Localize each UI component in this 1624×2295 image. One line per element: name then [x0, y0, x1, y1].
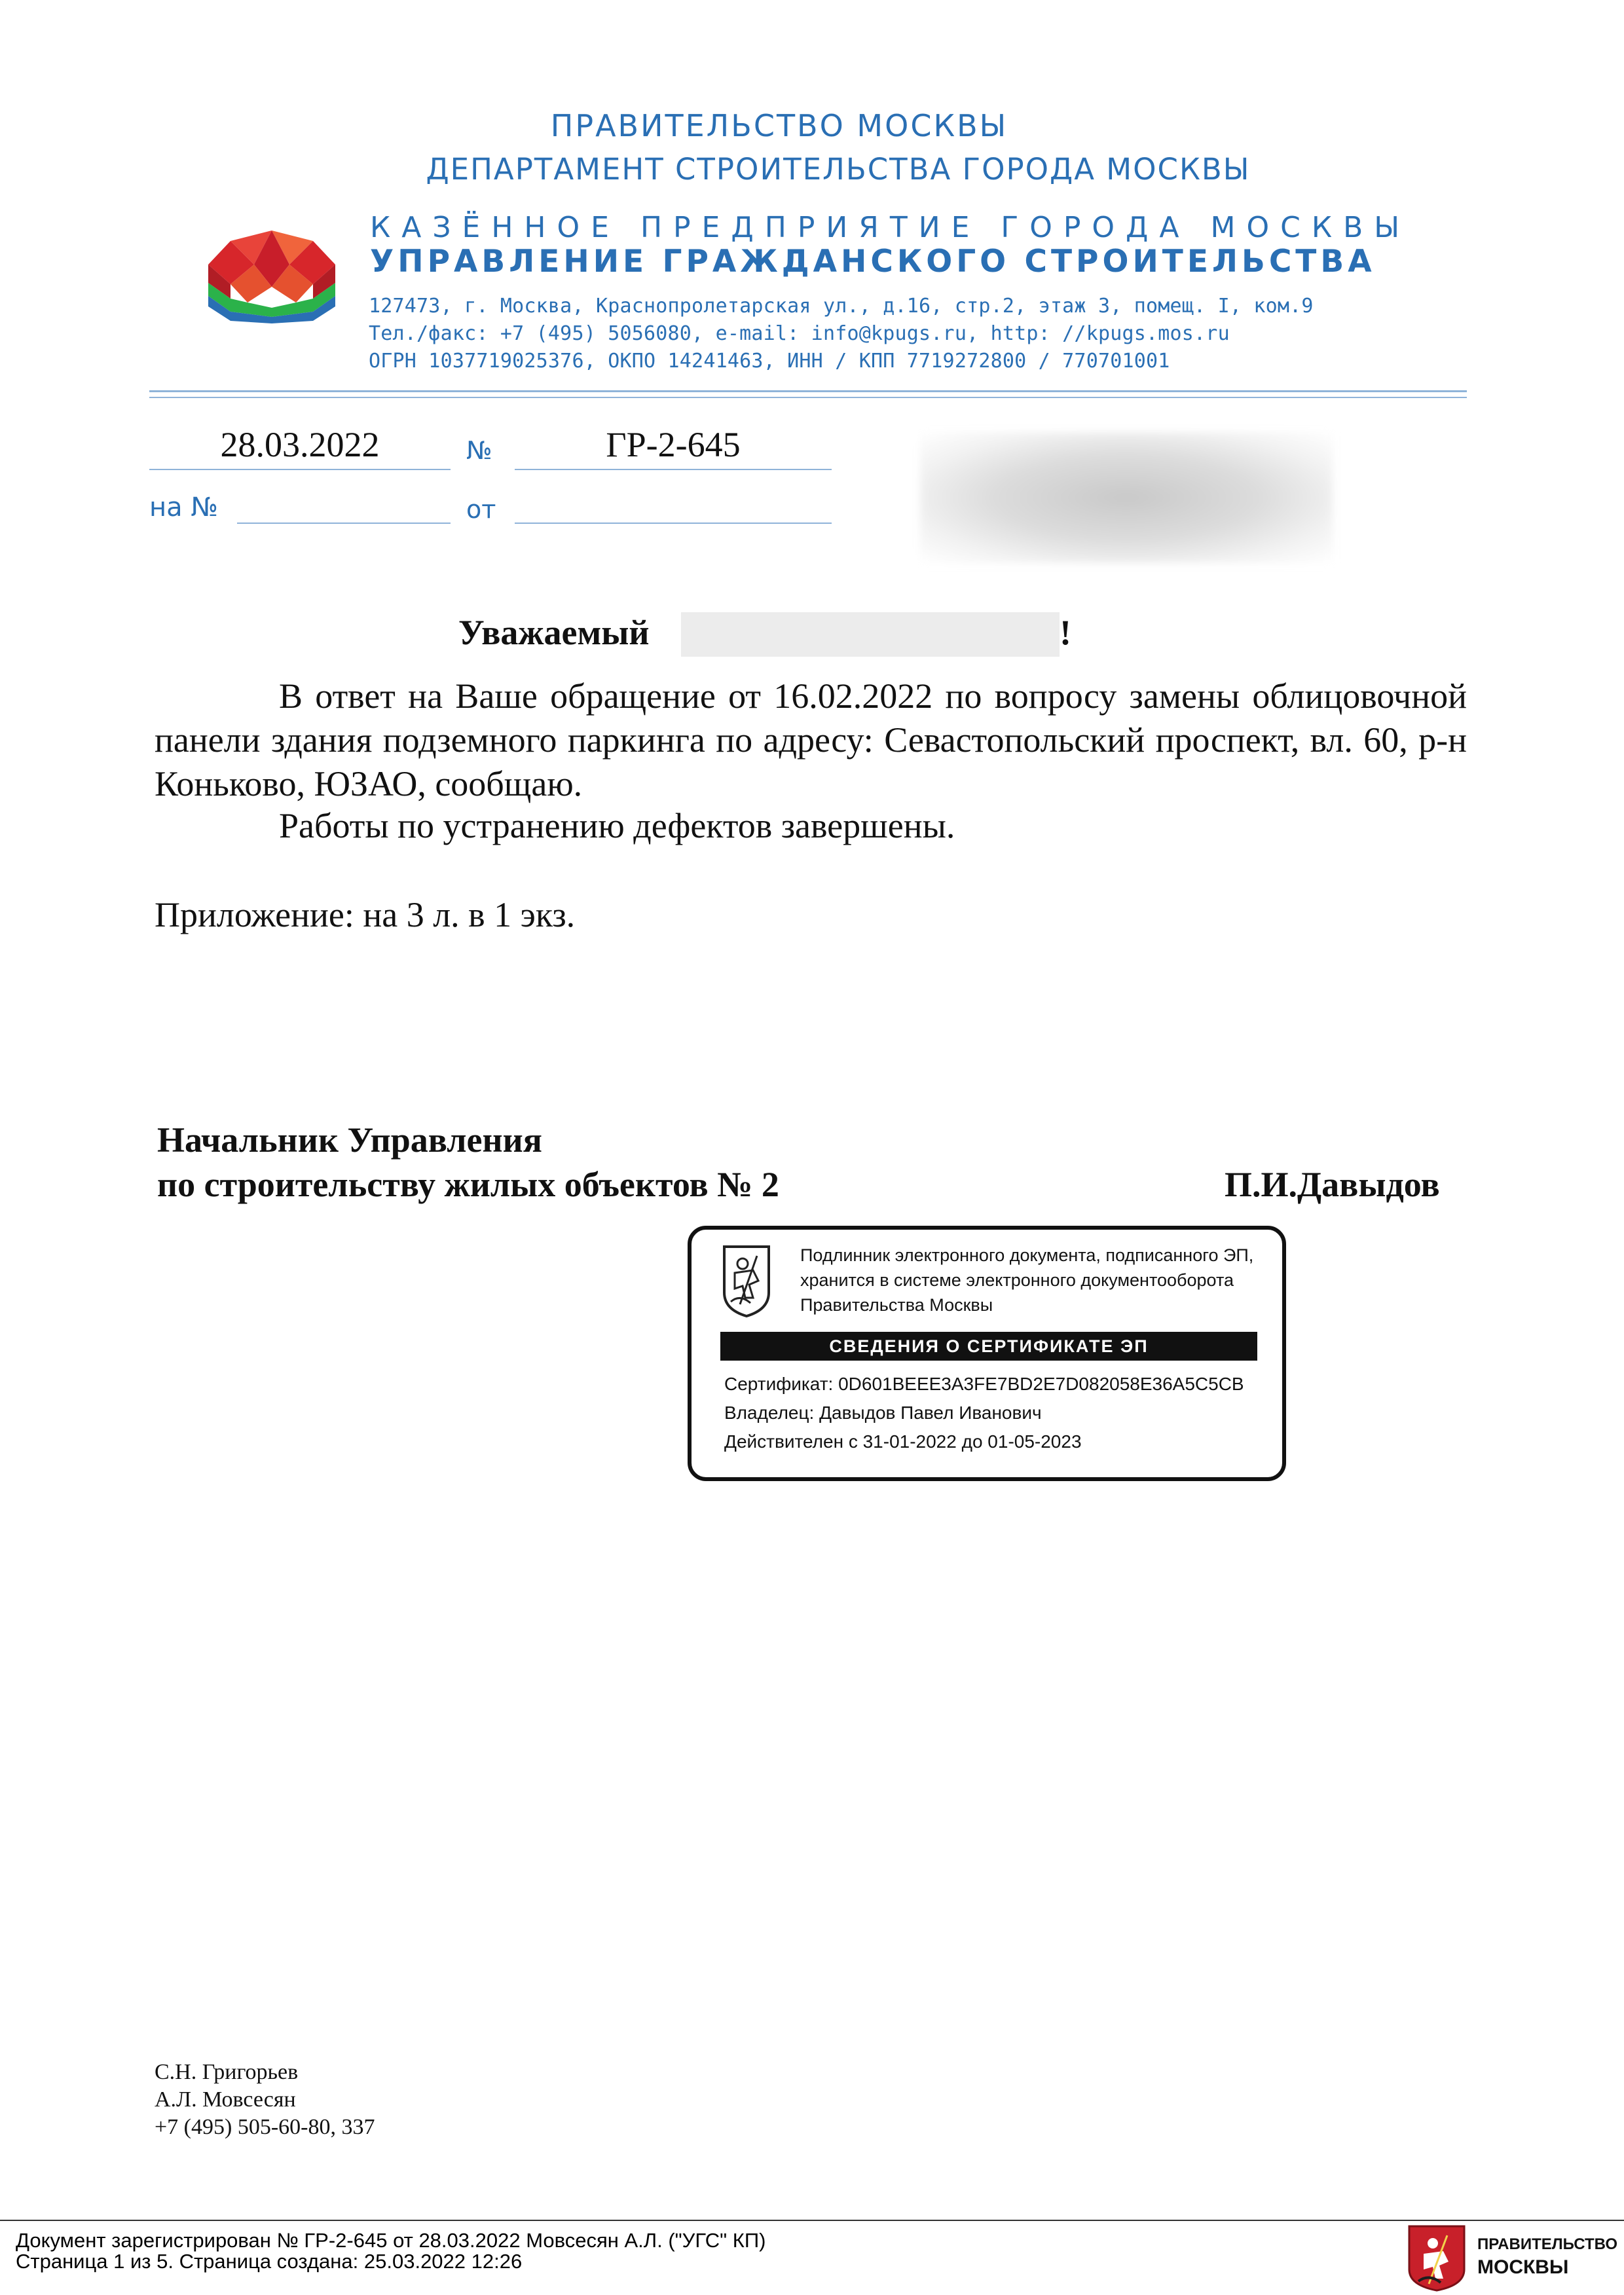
- moscow-coat-of-arms-icon: [720, 1241, 773, 1319]
- in-reply-underline: [237, 523, 451, 524]
- department-title: ДЕПАРТАМЕНТ СТРОИТЕЛЬСТВА ГОРОДА МОСКВЫ: [426, 152, 1251, 187]
- header-rule-bottom: [149, 397, 1467, 398]
- greeting-exclamation: !: [1060, 613, 1071, 652]
- stamp-line-2: хранится в системе электронного документооборота: [800, 1270, 1234, 1290]
- number-underline: [515, 469, 832, 470]
- signatory-title-line-2: по строительству жилых объектов № 2: [157, 1165, 779, 1204]
- letter-paragraph-1: В ответ на Ваше обращение от 16.02.2022 по вопросу замены облицовочной панели здания подземного паркинга по адресу: Севастопольский проспект, вл. 60, р-н Коньково, ЮЗАО, сообщаю.: [155, 676, 1467, 803]
- date-underline: [149, 469, 451, 470]
- certificate-info-bar: СВЕДЕНИЯ О СЕРТИФИКАТЕ ЭП: [720, 1332, 1257, 1361]
- signatory-title-line-1: Начальник Управления: [157, 1120, 542, 1160]
- contacts-line: Тел./факс: +7 (495) 5056080, e-mail: info@kpugs.ru, http: //kpugs.mos.ru: [369, 322, 1230, 345]
- stamp-line-1: Подлинник электронного документа, подписанного ЭП,: [800, 1245, 1254, 1265]
- enterprise-title: КАЗЁННОЕ ПРЕДПРИЯТИЕ ГОРОДА МОСКВЫ: [370, 211, 1411, 244]
- greeting: Уважаемый: [458, 613, 650, 652]
- redacted-name: [681, 612, 1060, 657]
- moscow-government-logo-icon: [1407, 2224, 1467, 2292]
- footer-registration-line: Документ зарегистрирован № ГР-2-645 от 28.03.2022 Мовсесян А.Л. ("УГС" КП): [16, 2229, 766, 2252]
- footer-gov-line-1: ПРАВИТЕЛЬСТВО: [1477, 2235, 1618, 2253]
- executor-2: А.Л. Мовсесян: [155, 2087, 296, 2112]
- certificate-serial: Сертификат: 0D601BEEE3A3FE7BD2E7D082058E36A5C5CB: [724, 1374, 1244, 1394]
- folded-logo-icon: [208, 230, 335, 323]
- directorate-title: УПРАВЛЕНИЕ ГРАЖДАНСКОГО СТРОИТЕЛЬСТВА: [370, 244, 1376, 280]
- letter-paragraph-2: Работы по устранению дефектов завершены.: [279, 806, 955, 845]
- number-label: №: [466, 436, 492, 465]
- redacted-addressee: [920, 432, 1333, 563]
- stamp-line-3: Правительства Москвы: [800, 1295, 993, 1315]
- attachment-note: Приложение: на 3 л. в 1 экз.: [155, 895, 576, 934]
- registration-number: ГР-2-645: [606, 425, 741, 464]
- certificate-owner: Владелец: Давыдов Павел Иванович: [724, 1403, 1042, 1423]
- executor-phone: +7 (495) 505-60-80, 337: [155, 2115, 375, 2139]
- from-underline: [515, 523, 832, 524]
- footer-gov-line-2: МОСКВЫ: [1477, 2256, 1569, 2278]
- registration-date: 28.03.2022: [220, 425, 380, 464]
- footer-rule: [0, 2220, 1624, 2221]
- address-line: 127473, г. Москва, Краснопролетарская ул., д.16, стр.2, этаж 3, помещ. I, ком.9: [369, 295, 1314, 318]
- in-reply-label: на №: [149, 492, 218, 523]
- government-title: ПРАВИТЕЛЬСТВО МОСКВЫ: [550, 108, 1008, 143]
- signatory-name: П.И.Давыдов: [1225, 1165, 1440, 1204]
- certificate-validity: Действителен с 31-01-2022 до 01-05-2023: [724, 1431, 1082, 1452]
- from-label: от: [466, 495, 496, 524]
- header-rule-top: [149, 390, 1467, 392]
- footer-page-line: Страница 1 из 5. Страница создана: 25.03.2022 12:26: [16, 2250, 523, 2273]
- executor-1: С.Н. Григорьев: [155, 2060, 299, 2084]
- registry-line: ОГРН 1037719025376, ОКПО 14241463, ИНН / КПП 7719272800 / 770701001: [369, 350, 1170, 373]
